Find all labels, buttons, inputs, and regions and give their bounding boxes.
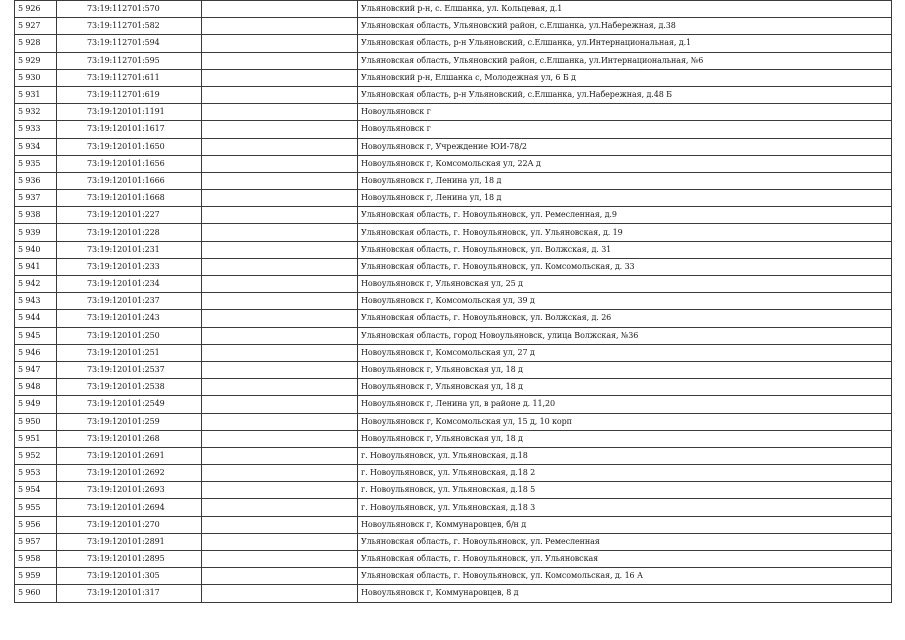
empty-cell	[202, 121, 358, 138]
row-number-cell: 5 932	[15, 104, 57, 121]
empty-cell	[202, 18, 358, 35]
empty-cell	[202, 104, 358, 121]
table-row	[15, 327, 892, 344]
table-row	[15, 138, 892, 155]
address-cell: Новоульяновск г, Учреждение ЮИ-78/2	[358, 138, 892, 155]
empty-cell	[202, 516, 358, 533]
row-number-cell: 5 926	[15, 1, 57, 18]
address-cell: Новоульяновск г, Ленина ул, 18 д	[358, 172, 892, 189]
empty-cell	[202, 138, 358, 155]
empty-cell	[202, 1, 358, 18]
cadastral-number-cell: 73:19:120101:2692	[57, 465, 202, 482]
address-cell: Ульяновская область, г. Новоульяновск, ул. Волжская, д. 31	[358, 241, 892, 258]
address-cell: Новоульяновск г, Комсомольская ул, 22А д	[358, 155, 892, 172]
cadastral-number-cell: 73:19:112701:582	[57, 18, 202, 35]
row-number-cell: 5 956	[15, 516, 57, 533]
table-row	[15, 396, 892, 413]
row-number-cell: 5 952	[15, 447, 57, 464]
empty-cell	[202, 241, 358, 258]
cadastral-number-cell: 73:19:120101:270	[57, 516, 202, 533]
table-row	[15, 465, 892, 482]
address-cell: Ульяновская область, Ульяновский район, с.Елшанка, ул.Набережная, д.38	[358, 18, 892, 35]
empty-cell	[202, 585, 358, 602]
cadastral-number-cell: 73:19:112701:570	[57, 1, 202, 18]
empty-cell	[202, 568, 358, 585]
row-number-cell: 5 945	[15, 327, 57, 344]
row-number-cell: 5 927	[15, 18, 57, 35]
cadastral-number-cell: 73:19:120101:234	[57, 276, 202, 293]
cadastral-number-cell: 73:19:120101:250	[57, 327, 202, 344]
table-row	[15, 568, 892, 585]
address-cell: г. Новоульяновск, ул. Ульяновская, д.18 3	[358, 499, 892, 516]
address-cell: Ульяновская область, г. Новоульяновск, ул. Комсомольская, д. 33	[358, 258, 892, 275]
cadastral-number-cell: 73:19:120101:305	[57, 568, 202, 585]
cadastral-number-cell: 73:19:120101:237	[57, 293, 202, 310]
cadastral-number-cell: 73:19:120101:231	[57, 241, 202, 258]
row-number-cell: 5 929	[15, 52, 57, 69]
address-cell: Ульяновская область, р-н Ульяновский, с.Елшанка, ул.Набережная, д.48 Б	[358, 86, 892, 103]
empty-cell	[202, 52, 358, 69]
table-row	[15, 69, 892, 86]
empty-cell	[202, 35, 358, 52]
address-cell: Новоульяновск г, Ленина ул, в районе д. 11,20	[358, 396, 892, 413]
empty-cell	[202, 482, 358, 499]
empty-cell	[202, 361, 358, 378]
cadastral-number-cell: 73:19:120101:1668	[57, 190, 202, 207]
row-number-cell: 5 960	[15, 585, 57, 602]
row-number-cell: 5 939	[15, 224, 57, 241]
address-cell: Новоульяновск г, Ульяновская ул, 18 д	[358, 379, 892, 396]
address-cell: Ульяновская область, г. Новоульяновск, ул. Ремесленная	[358, 533, 892, 550]
row-number-cell: 5 955	[15, 499, 57, 516]
empty-cell	[202, 276, 358, 293]
cadastral-number-cell: 73:19:120101:251	[57, 344, 202, 361]
address-cell: Ульяновский р-н, с. Елшанка, ул. Кольцевая, д.1	[358, 1, 892, 18]
empty-cell	[202, 430, 358, 447]
empty-cell	[202, 207, 358, 224]
address-cell: Новоульяновск г, Комсомольская ул, 27 д	[358, 344, 892, 361]
address-cell: Ульяновская область, город Новоульяновск, улица Волжская, №36	[358, 327, 892, 344]
table-row	[15, 86, 892, 103]
empty-cell	[202, 413, 358, 430]
records-table-body	[15, 1, 892, 603]
table-row	[15, 276, 892, 293]
cadastral-number-cell: 73:19:120101:2538	[57, 379, 202, 396]
cadastral-number-cell: 73:19:112701:611	[57, 69, 202, 86]
table-row	[15, 447, 892, 464]
row-number-cell: 5 940	[15, 241, 57, 258]
empty-cell	[202, 379, 358, 396]
row-number-cell: 5 935	[15, 155, 57, 172]
cadastral-number-cell: 73:19:120101:1656	[57, 155, 202, 172]
row-number-cell: 5 953	[15, 465, 57, 482]
empty-cell	[202, 190, 358, 207]
table-row	[15, 361, 892, 378]
cadastral-number-cell: 73:19:120101:2694	[57, 499, 202, 516]
address-cell: Ульяновская область, г. Новоульяновск, ул. Волжская, д. 26	[358, 310, 892, 327]
address-cell: Новоульяновск г, Коммунаровцев, б/н д	[358, 516, 892, 533]
table-row	[15, 121, 892, 138]
empty-cell	[202, 293, 358, 310]
empty-cell	[202, 344, 358, 361]
table-row	[15, 516, 892, 533]
cadastral-number-cell: 73:19:120101:2693	[57, 482, 202, 499]
row-number-cell: 5 930	[15, 69, 57, 86]
address-cell: Ульяновский р-н, Елшанка с, Молодежная ул, 6 Б д	[358, 69, 892, 86]
table-row	[15, 482, 892, 499]
empty-cell	[202, 258, 358, 275]
cadastral-number-cell: 73:19:112701:594	[57, 35, 202, 52]
row-number-cell: 5 943	[15, 293, 57, 310]
empty-cell	[202, 86, 358, 103]
cadastral-number-cell: 73:19:120101:227	[57, 207, 202, 224]
row-number-cell: 5 959	[15, 568, 57, 585]
address-cell: Ульяновская область, г. Новоульяновск, ул. Комсомольская, д. 16 А	[358, 568, 892, 585]
row-number-cell: 5 947	[15, 361, 57, 378]
table-row	[15, 190, 892, 207]
records-table	[14, 0, 892, 603]
address-cell: Новоульяновск г	[358, 121, 892, 138]
row-number-cell: 5 936	[15, 172, 57, 189]
cadastral-number-cell: 73:19:120101:1191	[57, 104, 202, 121]
cadastral-number-cell: 73:19:120101:268	[57, 430, 202, 447]
row-number-cell: 5 933	[15, 121, 57, 138]
empty-cell	[202, 155, 358, 172]
cadastral-number-cell: 73:19:120101:2537	[57, 361, 202, 378]
table-row	[15, 533, 892, 550]
table-row	[15, 172, 892, 189]
empty-cell	[202, 533, 358, 550]
row-number-cell: 5 931	[15, 86, 57, 103]
cadastral-number-cell: 73:19:120101:233	[57, 258, 202, 275]
empty-cell	[202, 224, 358, 241]
address-cell: Ульяновская область, р-н Ульяновский, с.Елшанка, ул.Интернациональная, д.1	[358, 35, 892, 52]
row-number-cell: 5 934	[15, 138, 57, 155]
cadastral-number-cell: 73:19:112701:595	[57, 52, 202, 69]
table-row	[15, 35, 892, 52]
address-cell: Новоульяновск г, Комсомольская ул, 39 д	[358, 293, 892, 310]
row-number-cell: 5 950	[15, 413, 57, 430]
table-row	[15, 585, 892, 602]
table-row	[15, 104, 892, 121]
cadastral-number-cell: 73:19:120101:1650	[57, 138, 202, 155]
table-row	[15, 155, 892, 172]
cadastral-number-cell: 73:19:120101:259	[57, 413, 202, 430]
address-cell: Новоульяновск г, Ульяновская ул, 18 д	[358, 361, 892, 378]
table-row	[15, 1, 892, 18]
address-cell: Новоульяновск г, Коммунаровцев, 8 д	[358, 585, 892, 602]
address-cell: г. Новоульяновск, ул. Ульяновская, д.18	[358, 447, 892, 464]
cadastral-number-cell: 73:19:120101:228	[57, 224, 202, 241]
address-cell: г. Новоульяновск, ул. Ульяновская, д.18 5	[358, 482, 892, 499]
table-row	[15, 413, 892, 430]
empty-cell	[202, 172, 358, 189]
table-row	[15, 430, 892, 447]
row-number-cell: 5 942	[15, 276, 57, 293]
table-row	[15, 499, 892, 516]
row-number-cell: 5 946	[15, 344, 57, 361]
cadastral-number-cell: 73:19:120101:243	[57, 310, 202, 327]
cadastral-number-cell: 73:19:120101:2549	[57, 396, 202, 413]
row-number-cell: 5 958	[15, 551, 57, 568]
table-row	[15, 207, 892, 224]
empty-cell	[202, 551, 358, 568]
cadastral-number-cell: 73:19:120101:2691	[57, 447, 202, 464]
table-row	[15, 241, 892, 258]
row-number-cell: 5 949	[15, 396, 57, 413]
address-cell: Ульяновская область, г. Новоульяновск, ул. Ремесленная, д.9	[358, 207, 892, 224]
row-number-cell: 5 938	[15, 207, 57, 224]
address-cell: г. Новоульяновск, ул. Ульяновская, д.18 2	[358, 465, 892, 482]
cadastral-number-cell: 73:19:120101:2891	[57, 533, 202, 550]
address-cell: Новоульяновск г, Ульяновская ул, 25 д	[358, 276, 892, 293]
row-number-cell: 5 928	[15, 35, 57, 52]
table-row	[15, 379, 892, 396]
table-row	[15, 52, 892, 69]
row-number-cell: 5 944	[15, 310, 57, 327]
table-row	[15, 344, 892, 361]
cadastral-number-cell: 73:19:120101:1617	[57, 121, 202, 138]
cadastral-number-cell: 73:19:112701:619	[57, 86, 202, 103]
table-row	[15, 551, 892, 568]
address-cell: Ульяновская область, Ульяновский район, с.Елшанка, ул.Интернациональная, №6	[358, 52, 892, 69]
row-number-cell: 5 941	[15, 258, 57, 275]
row-number-cell: 5 948	[15, 379, 57, 396]
empty-cell	[202, 465, 358, 482]
row-number-cell: 5 954	[15, 482, 57, 499]
cadastral-number-cell: 73:19:120101:317	[57, 585, 202, 602]
table-row	[15, 18, 892, 35]
empty-cell	[202, 69, 358, 86]
address-cell: Новоульяновск г	[358, 104, 892, 121]
cadastral-number-cell: 73:19:120101:2895	[57, 551, 202, 568]
empty-cell	[202, 310, 358, 327]
address-cell: Новоульяновск г, Ульяновская ул, 18 д	[358, 430, 892, 447]
table-row	[15, 310, 892, 327]
address-cell: Новоульяновск г, Ленина ул, 18 д	[358, 190, 892, 207]
empty-cell	[202, 327, 358, 344]
row-number-cell: 5 937	[15, 190, 57, 207]
address-cell: Ульяновская область, г. Новоульяновск, ул. Ульяновская, д. 19	[358, 224, 892, 241]
empty-cell	[202, 396, 358, 413]
table-row	[15, 293, 892, 310]
empty-cell	[202, 499, 358, 516]
empty-cell	[202, 447, 358, 464]
address-cell: Новоульяновск г, Комсомольская ул, 15 д, 10 корп	[358, 413, 892, 430]
row-number-cell: 5 951	[15, 430, 57, 447]
table-row	[15, 224, 892, 241]
address-cell: Ульяновская область, г. Новоульяновск, ул. Ульяновская	[358, 551, 892, 568]
table-row	[15, 258, 892, 275]
cadastral-number-cell: 73:19:120101:1666	[57, 172, 202, 189]
row-number-cell: 5 957	[15, 533, 57, 550]
